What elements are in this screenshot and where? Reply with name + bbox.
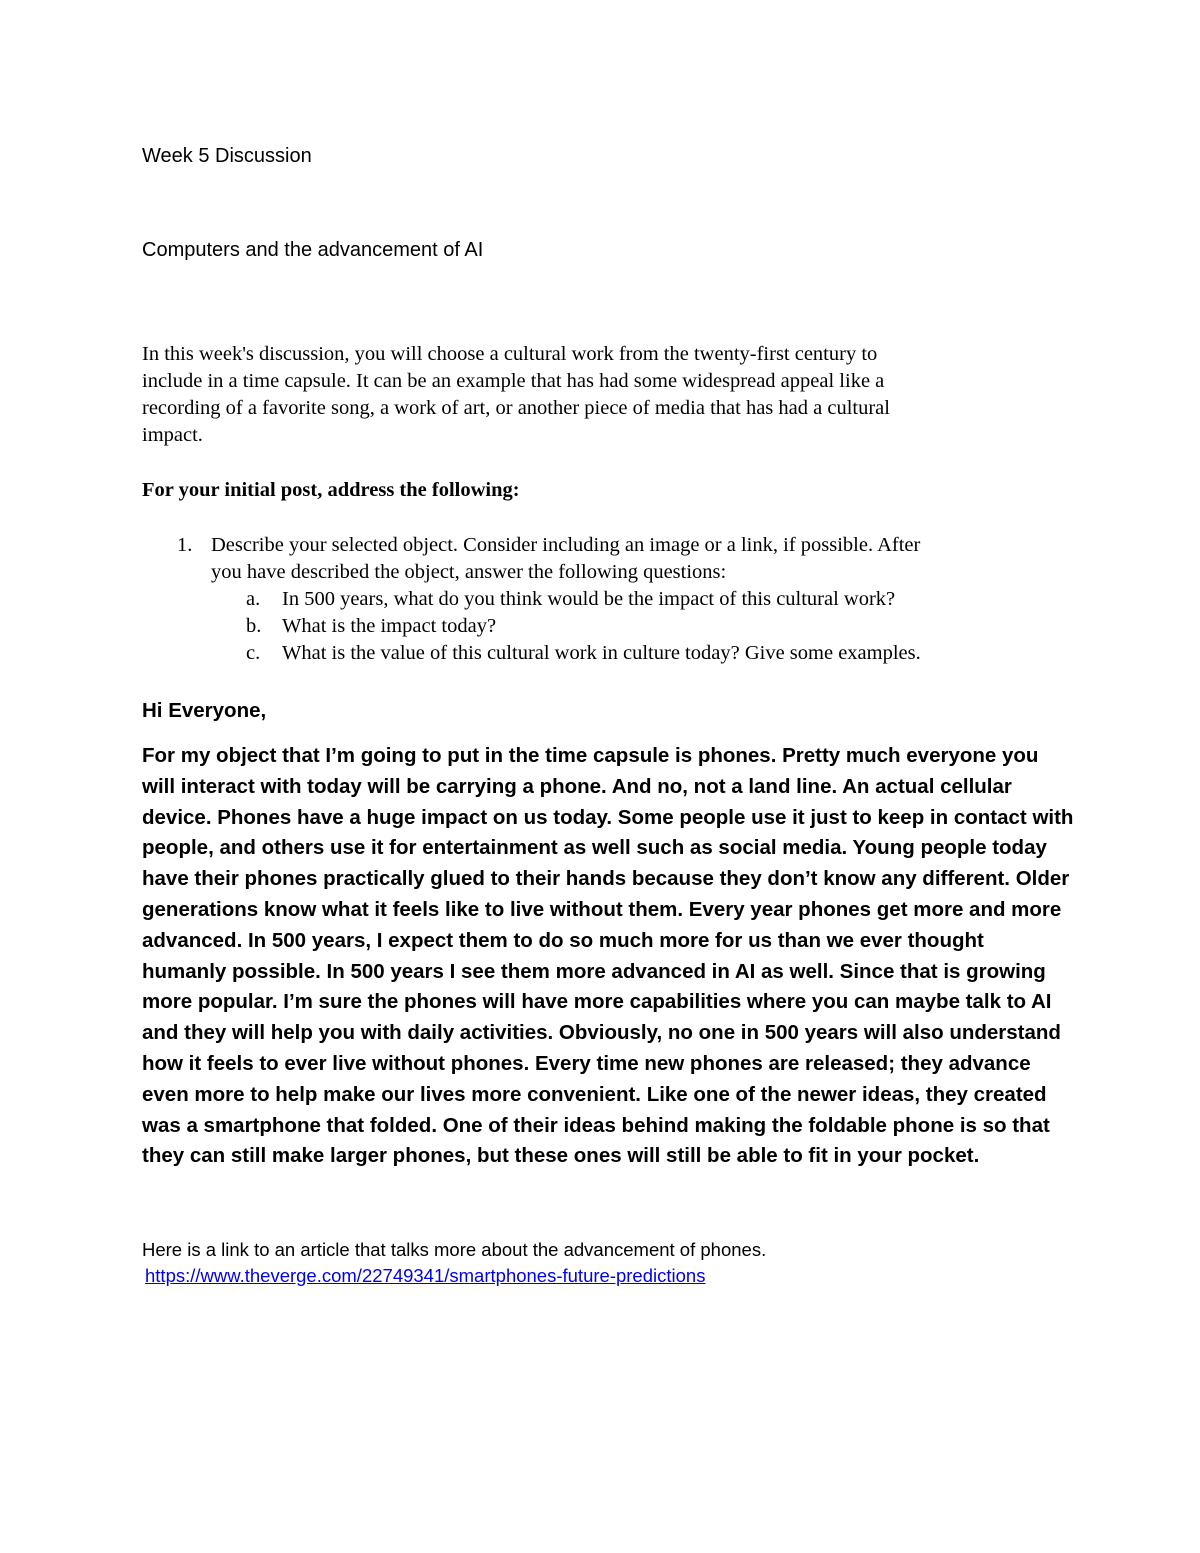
response-line: have their phones practically glued to their hands because they don’t know any different. Older — [142, 867, 1070, 891]
response-line: For my object that I’m going to put in the time capsule is phones. Pretty much everyone you — [142, 744, 1039, 767]
article-link[interactable]: https://www.theverge.com/22749341/smartphones-future-predictions — [145, 1265, 706, 1286]
sub-list-item — [142, 640, 1092, 667]
sub-list-letter: b. — [246, 615, 262, 637]
prompt-line: recording of a favorite song, a work of art, or another piece of media that has had a cultural — [142, 397, 890, 419]
discussion-subtitle: Computers and the advancement of AI — [142, 239, 484, 261]
prompt-line: include in a time capsule. It can be an example that has had some widespread appeal like a — [142, 370, 885, 392]
sub-list-item — [142, 586, 1092, 613]
question-list — [142, 532, 1092, 667]
sub-list-text: What is the value of this cultural work in culture today? Give some examples. — [282, 642, 921, 664]
response-line: device. Phones have a huge impact on us today. Some people use it just to keep in contact with — [142, 805, 1074, 829]
response-line: generations know what it feels like to live without them. Every year phones get more and more — [142, 897, 1062, 921]
sub-list-letter: a. — [246, 588, 261, 610]
prompt-paragraph — [142, 341, 1042, 449]
response-line: people, and others use it for entertainment as well such as social media. Young people today — [142, 836, 1047, 860]
response-line: they can still make larger phones, but these ones will still be able to fit in your pocket. — [142, 1144, 980, 1168]
response-line: even more to help make our lives more convenient. Like one of the newer ideas, they created — [142, 1082, 1047, 1106]
list-item — [142, 532, 1092, 586]
week-title: Week 5 Discussion — [142, 145, 312, 167]
sub-list-letter: c. — [246, 642, 261, 664]
list-item-line: you have described the object, answer the following questions: — [211, 561, 727, 583]
link-intro: Here is a link to an article that talks more about the advancement of phones. — [142, 1239, 767, 1260]
sub-list-text: What is the impact today? — [282, 615, 497, 637]
response-line: was a smartphone that folded. One of their ideas behind making the foldable phone is so that — [142, 1113, 1050, 1137]
response-line: and they will help you with daily activities. Obviously, no one in 500 years will also understand — [142, 1021, 1061, 1045]
list-number: 1. — [177, 534, 193, 556]
response-line: will interact with today will be carrying a phone. And no, not a land line. An actual cellular — [142, 774, 1012, 798]
response-line: humanly possible. In 500 years I see them more advanced in AI as well. Since that is growing — [142, 959, 1046, 983]
response-line: advanced. In 500 years, I expect them to do so much more for us than we ever thought — [142, 928, 984, 952]
sub-list-item — [142, 613, 1092, 640]
response-line: how it feels to ever live without phones. Every time new phones are released; they advance — [142, 1051, 1031, 1075]
list-item-text — [211, 532, 1092, 586]
greeting: Hi Everyone, — [142, 699, 267, 722]
list-item-line: Describe your selected object. Consider including an image or a link, if possible. After — [211, 534, 921, 556]
sub-list-text: In 500 years, what do you think would be the impact of this cultural work? — [282, 588, 896, 610]
response-line: more popular. I’m sure the phones will have more capabilities where you can maybe talk to AI — [142, 990, 1052, 1014]
prompt-line: impact. — [142, 424, 203, 446]
response-paragraph — [142, 741, 1082, 1172]
prompt-line: In this week's discussion, you will choose a cultural work from the twenty-first century to — [142, 343, 878, 365]
initial-post-heading: For your initial post, address the following: — [142, 479, 520, 501]
